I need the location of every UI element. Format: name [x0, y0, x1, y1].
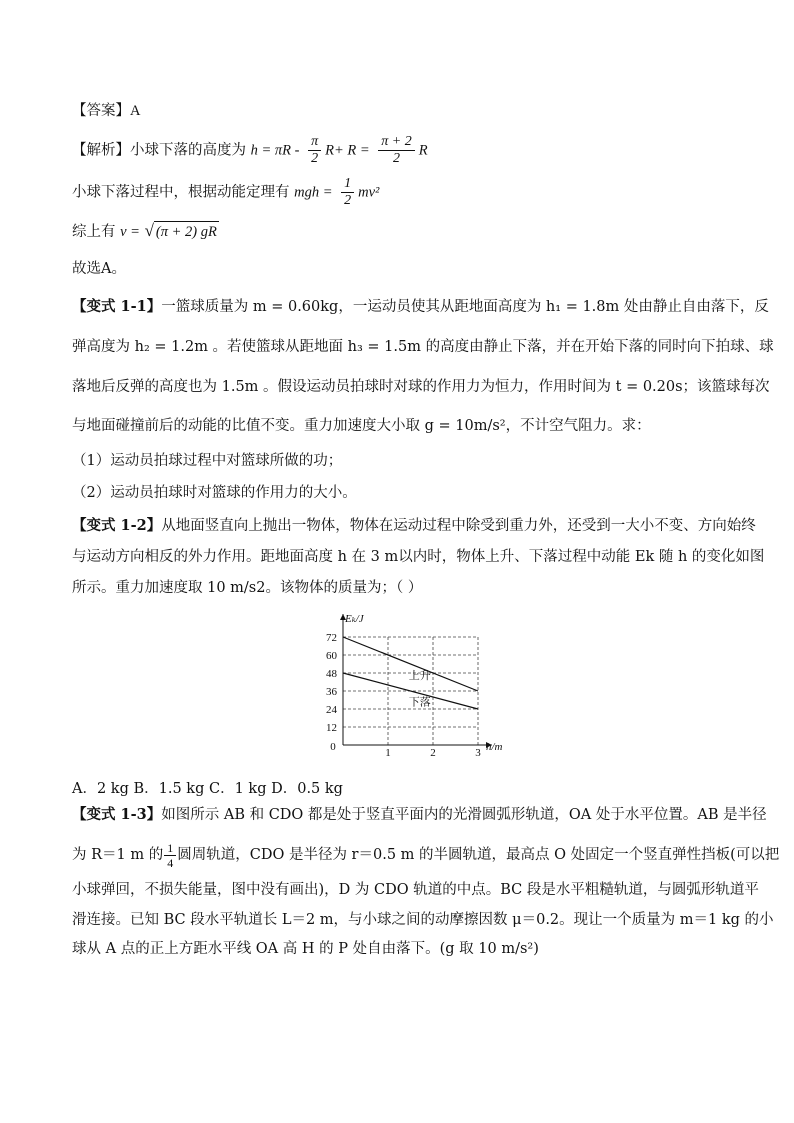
y-tick-label: 48	[326, 668, 337, 680]
variant-1-1-line-2: 弹高度为 h₂ = 1.2m 。若使篮球从距地面 h₃ = 1.5m 的高度由静止下落，并在开始下落的同时向下拍球、球	[72, 339, 774, 355]
analysis-text-2: 小球下落过程中，根据动能定理有	[72, 184, 290, 201]
height-formula-mid: R+ R =	[325, 142, 370, 159]
analysis-label: 【解析】	[72, 142, 130, 159]
y-tick-label: 24	[326, 704, 337, 716]
series-line-rising	[343, 637, 478, 691]
variant-1-3-line-1: 【变式 1-3】如图所示 AB 和 CDO 都是处于竖直平面内的光滑圆弧形轨道，OA 处于水平位置。AB 是半径	[72, 806, 767, 823]
energy-formula-tail: mv²	[358, 184, 380, 201]
y-tick-label: 12	[326, 722, 337, 734]
answer-line	[72, 101, 140, 121]
variant-1-2-line-1: 【变式 1-2】从地面竖直向上抛出一物体，物体在运动过程中除受到重力外，还受到一大小不变、方向始终	[72, 517, 756, 534]
variant-1-2-line-2: 与运动方向相反的外力作用。距地面高度 h 在 3 m以内时，物体上升、下落过程中动能 Ek 随 h 的变化如图	[72, 549, 765, 565]
analysis-line-1	[72, 134, 428, 167]
variant-1-3-label: 【变式 1-3】	[72, 806, 162, 823]
y-axis-label: Eₖ/J	[345, 613, 364, 625]
variant-1-1-line-4: 与地面碰撞前后的动能的比值不变。重力加速度大小取 g = 10m/s²，不计空气阻力。求：	[72, 418, 651, 434]
analysis-conclusion: 故选A。	[72, 261, 126, 277]
height-formula-lhs: h = πR -	[250, 142, 300, 159]
variant-1-1-label: 【变式 1-1】	[72, 298, 162, 315]
fraction-pi-over-2: $\frac{\pi}{2}$	[308, 134, 321, 167]
energy-formula-lhs: mgh =	[294, 184, 333, 201]
origin-label: 0	[330, 741, 336, 753]
variant-1-1-line-3: 落地后反弹的高度也为 1.5m 。假设运动员拍球时对球的作用力为恒力，作用时间为 t = 0.20s；该篮球每次	[72, 379, 770, 395]
variant-1-3-line-5: 球从 A 点的正上方距水平线 OA 高 H 的 P 处自由落下。(g 取 10 m/s²)	[72, 941, 539, 957]
answer-value: A	[130, 103, 141, 119]
y-tick-label: 36	[326, 686, 337, 698]
series-label: 下落	[408, 695, 431, 709]
analysis-line-2	[72, 176, 379, 209]
sqrt-sign-icon: √	[144, 221, 154, 240]
fraction-pi-plus-2-over-2: $\frac{\pi + 2}{2}$	[378, 134, 414, 167]
velocity-sqrt: (π + 2) gR	[154, 221, 219, 242]
analysis-text-3: 综上有	[72, 224, 116, 240]
x-tick-label: 2	[430, 747, 436, 759]
variant-1-1-question-1: （1）运动员拍球过程中对篮球所做的功；	[72, 453, 343, 469]
velocity-formula-lhs: v =	[120, 224, 140, 240]
x-tick-label: 1	[385, 747, 391, 759]
variant-1-1-question-2: （2）运动员拍球时对篮球的作用力的大小。	[72, 485, 357, 501]
answer-label: 【答案】	[72, 103, 130, 119]
x-axis-label: h/m	[486, 741, 503, 753]
height-formula-tail: R	[418, 142, 428, 159]
analysis-line-4	[72, 259, 126, 279]
analysis-text-1: 小球下落的高度为	[130, 142, 246, 159]
variant-1-2-options: A．2 kg B．1.5 kg C．1 kg D．0.5 kg	[72, 781, 343, 797]
x-tick-label: 3	[475, 747, 481, 759]
analysis-line-3	[72, 221, 219, 242]
y-tick-label: 72	[326, 632, 337, 644]
variant-1-2-line-3: 所示。重力加速度取 10 m/s2。该物体的质量为；（ ）	[72, 580, 423, 596]
variant-1-2-label: 【变式 1-2】	[72, 517, 162, 534]
y-tick-label: 60	[326, 650, 337, 662]
fraction-one-quarter: $\frac{1}{4}$	[164, 841, 176, 870]
variant-1-3-line-4: 滑连接。已知 BC 段水平轨道长 L＝2 m，与小球之间的动摩擦因数 μ＝0.2。现让一个质量为 m＝1 kg 的小	[72, 912, 774, 928]
variant-1-1-line-1: 【变式 1-1】一篮球质量为 m = 0.60kg，一运动员使其从距地面高度为 h₁ = 1.8m 处由静止自由落下，反	[72, 298, 769, 315]
fraction-one-half: $\frac{1}{2}$	[341, 176, 354, 209]
ek-vs-h-chart	[305, 608, 503, 759]
series-label: 上升	[408, 668, 431, 682]
variant-1-3-line-3: 小球弹回，不损失能量，图中没有画出)，D 为 CDO 轨道的中点。BC 段是水平粗糙轨道，与圆弧形轨道平	[72, 882, 759, 898]
variant-1-3-line-2: 为 R＝1 m 的 $\frac{1}{4}$ 圆周轨道，CDO 是半径为 r＝0.5 m 的半圆轨道，最高点 O 处固定一个竖直弹性挡板(可以把	[72, 840, 780, 870]
